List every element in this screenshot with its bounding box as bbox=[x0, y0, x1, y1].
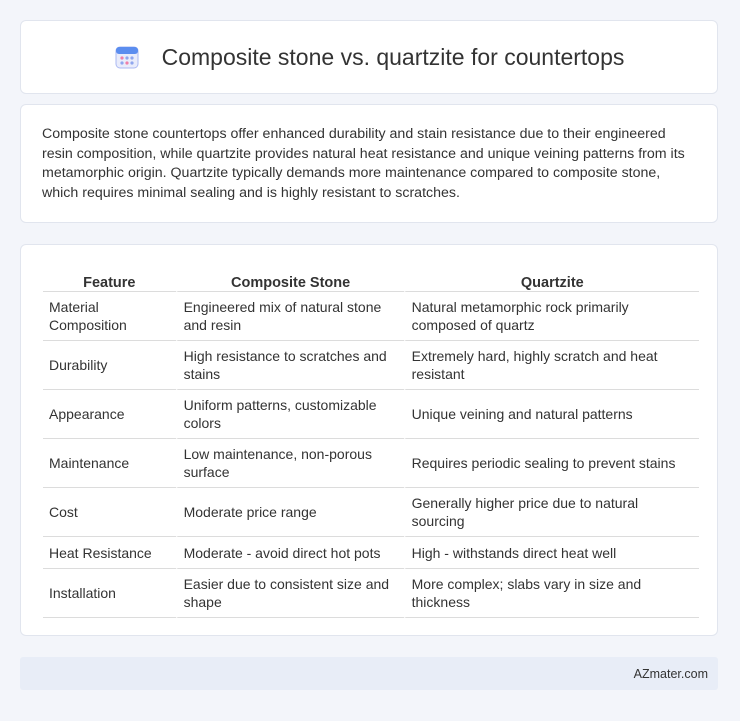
comparison-card bbox=[20, 244, 718, 636]
composite-cell: Uniform patterns, customizable colors bbox=[176, 390, 404, 439]
quartzite-cell: Unique veining and natural patterns bbox=[404, 390, 699, 439]
table-row bbox=[43, 537, 699, 569]
table-row bbox=[43, 390, 699, 439]
quartzite-cell: Requires periodic sealing to prevent stains bbox=[404, 439, 699, 488]
header-feature: Feature bbox=[43, 265, 176, 292]
quartzite-cell: More complex; slabs vary in size and thickness bbox=[404, 569, 699, 618]
intro-paragraph: Composite stone countertops offer enhanced durability and stain resistance due to their engineered resin composition, while quartzite provides natural heat resistance and unique veining patterns from its metamorphic origin. Quartzite typically demands more maintenance compared to composite stone, which requires minimal sealing and is highly resistant to scratches. bbox=[42, 126, 685, 201]
table-row bbox=[43, 439, 699, 488]
header-quartzite: Quartzite bbox=[404, 265, 699, 292]
feature-cell: Maintenance bbox=[43, 439, 176, 488]
table-header-row bbox=[43, 265, 699, 292]
composite-cell: Easier due to consistent size and shape bbox=[176, 569, 404, 618]
table-row bbox=[43, 341, 699, 390]
quartzite-cell: High - withstands direct heat well bbox=[404, 537, 699, 569]
quartzite-cell: Extremely hard, highly scratch and heat resistant bbox=[404, 341, 699, 390]
header-composite-stone: Composite Stone bbox=[176, 265, 404, 292]
intro-card bbox=[20, 104, 718, 223]
composite-cell: Moderate price range bbox=[176, 488, 404, 537]
comparison-table bbox=[43, 265, 699, 618]
feature-cell: Cost bbox=[43, 488, 176, 537]
feature-cell: Durability bbox=[43, 341, 176, 390]
composite-cell: Engineered mix of natural stone and resin bbox=[176, 292, 404, 341]
composite-cell: High resistance to scratches and stains bbox=[176, 341, 404, 390]
table-row bbox=[43, 569, 699, 618]
page-title: Composite stone vs. quartzite for countertops bbox=[161, 43, 625, 70]
table-row bbox=[43, 292, 699, 341]
composite-cell: Moderate - avoid direct hot pots bbox=[176, 537, 404, 569]
calendar-icon bbox=[114, 44, 140, 70]
feature-cell: Appearance bbox=[43, 390, 176, 439]
title-card bbox=[20, 20, 718, 94]
quartzite-cell: Generally higher price due to natural sourcing bbox=[404, 488, 699, 537]
feature-cell: Installation bbox=[43, 569, 176, 618]
footer-bar bbox=[20, 657, 718, 690]
composite-cell: Low maintenance, non-porous surface bbox=[176, 439, 404, 488]
table-row bbox=[43, 488, 699, 537]
feature-cell: Material Composition bbox=[43, 292, 176, 341]
feature-cell: Heat Resistance bbox=[43, 537, 176, 569]
footer-brand: AZmater.com bbox=[633, 666, 708, 681]
quartzite-cell: Natural metamorphic rock primarily composed of quartz bbox=[404, 292, 699, 341]
